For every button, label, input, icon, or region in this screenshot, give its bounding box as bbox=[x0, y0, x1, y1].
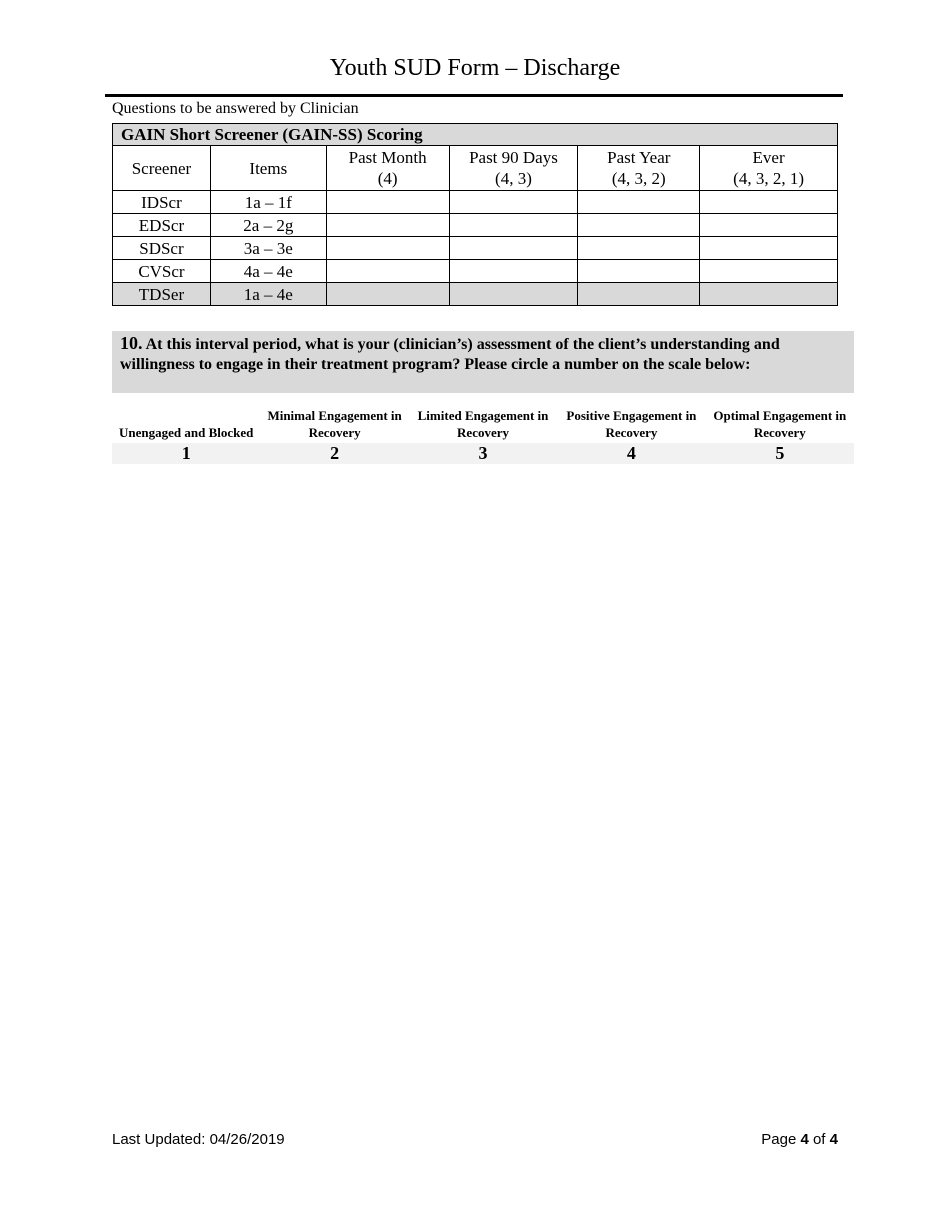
scale-label-2: Minimal Engagement in Recovery bbox=[267, 408, 402, 440]
last-updated: Last Updated: 04/26/2019 bbox=[112, 1131, 285, 1148]
page-title: Youth SUD Form – Discharge bbox=[329, 55, 621, 81]
column-header-screener: Screener bbox=[113, 146, 211, 191]
score-cell-past-90-days[interactable] bbox=[449, 237, 578, 260]
items-cell: 2a – 2g bbox=[210, 214, 326, 237]
items-cell: 1a – 4e bbox=[210, 283, 326, 306]
screener-cell: CVScr bbox=[113, 260, 211, 283]
score-cell-ever[interactable] bbox=[700, 237, 838, 260]
question-10 bbox=[112, 331, 854, 393]
section-subheading: Questions to be answered by Clinician bbox=[112, 100, 359, 117]
score-cell-past-year[interactable] bbox=[578, 283, 700, 306]
score-cell-past-month[interactable] bbox=[326, 237, 449, 260]
score-cell-ever[interactable] bbox=[700, 260, 838, 283]
engagement-scale-values bbox=[112, 443, 854, 464]
gain-ss-scoring-table bbox=[112, 123, 838, 306]
score-cell-past-year[interactable] bbox=[578, 214, 700, 237]
scale-label-5: Optimal Engagement in Recovery bbox=[713, 408, 847, 440]
score-cell-past-90-days[interactable] bbox=[449, 191, 578, 214]
column-header-items: Items bbox=[210, 146, 326, 191]
scale-value-3[interactable]: 3 bbox=[478, 443, 488, 463]
column-header-past-year: Past Year (4, 3, 2) bbox=[578, 146, 700, 191]
score-cell-ever[interactable] bbox=[700, 283, 838, 306]
score-cell-past-year[interactable] bbox=[578, 191, 700, 214]
scale-value-5[interactable]: 5 bbox=[775, 443, 785, 463]
items-cell: 3a – 3e bbox=[210, 237, 326, 260]
engagement-scale-labels bbox=[112, 393, 854, 441]
screener-cell: EDScr bbox=[113, 214, 211, 237]
scale-value-4[interactable]: 4 bbox=[626, 443, 636, 463]
question-number: 10. bbox=[120, 333, 143, 353]
score-cell-past-90-days[interactable] bbox=[449, 260, 578, 283]
table-row bbox=[113, 260, 838, 283]
table-row bbox=[113, 214, 838, 237]
table-caption: GAIN Short Screener (GAIN-SS) Scoring bbox=[113, 124, 838, 146]
page-number: Page 4 of 4 bbox=[761, 1131, 838, 1148]
score-cell-past-90-days[interactable] bbox=[449, 214, 578, 237]
screener-cell: SDScr bbox=[113, 237, 211, 260]
scale-value-2[interactable]: 2 bbox=[330, 443, 340, 463]
score-cell-past-month[interactable] bbox=[326, 191, 449, 214]
table-row-total bbox=[113, 283, 838, 306]
items-cell: 4a – 4e bbox=[210, 260, 326, 283]
scale-value-1[interactable]: 1 bbox=[181, 443, 191, 463]
table-row bbox=[113, 191, 838, 214]
score-cell-past-year[interactable] bbox=[578, 237, 700, 260]
score-cell-ever[interactable] bbox=[700, 214, 838, 237]
scale-label-3: Limited Engagement in Recovery bbox=[417, 408, 549, 440]
score-cell-ever[interactable] bbox=[700, 191, 838, 214]
column-header-past-90-days: Past 90 Days (4, 3) bbox=[449, 146, 578, 191]
screener-cell: IDScr bbox=[113, 191, 211, 214]
score-cell-past-90-days[interactable] bbox=[449, 283, 578, 306]
table-row bbox=[113, 237, 838, 260]
screener-cell: TDSer bbox=[113, 283, 211, 306]
column-header-past-month: Past Month (4) bbox=[326, 146, 449, 191]
column-header-ever: Ever (4, 3, 2, 1) bbox=[700, 146, 838, 191]
question-text: At this interval period, what is your (clinician’s) assessment of the client’s understanding and willingness to engage in their treatment program? Please circle a number on the scale below: bbox=[120, 336, 780, 373]
score-cell-past-year[interactable] bbox=[578, 260, 700, 283]
title-divider bbox=[105, 94, 843, 97]
scale-label-4: Positive Engagement in Recovery bbox=[566, 408, 697, 440]
items-cell: 1a – 1f bbox=[210, 191, 326, 214]
scale-label-1: Unengaged and Blocked bbox=[119, 424, 254, 440]
score-cell-past-month[interactable] bbox=[326, 214, 449, 237]
score-cell-past-month[interactable] bbox=[326, 283, 449, 306]
score-cell-past-month[interactable] bbox=[326, 260, 449, 283]
